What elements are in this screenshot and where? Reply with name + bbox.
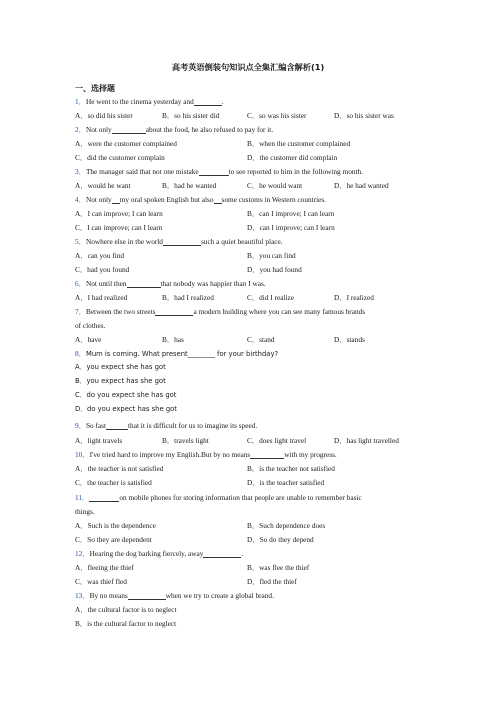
q12-option-a: A．fleeing the thief [75, 563, 134, 572]
q5-option-c: C．had you found [75, 265, 130, 274]
q4-option-a: A．I can improve; I can learn [75, 209, 163, 218]
q4-option-c: C．I can improve; can I learn [75, 223, 163, 232]
question-6: 6．Not until then that nobody was happier than I was. [75, 279, 266, 288]
q2-option-b: B．when the customer complained [247, 139, 351, 148]
q8-option-d: D．do you expect has she got [75, 405, 177, 413]
q1-option-d: D．so his sister was [334, 111, 394, 120]
question-10: 10．I've tried hard to improve my English.But by no means with my progress. [75, 450, 337, 459]
q8-option-b: B．you expect has she got [75, 377, 166, 385]
q12-option-d: D．fled the thief [247, 577, 297, 586]
section-heading: 一、选择题 [75, 84, 115, 93]
q9-option-c: C．does light travel [247, 436, 307, 445]
q5-option-b: B．you can find [247, 251, 296, 260]
question-11: 11． on mobile phones for storing information that people are unable to remember basic [75, 493, 362, 502]
q3-option-b: B．had he wanted [162, 181, 217, 190]
question-1: 1．He went to the cinema yesterday and . [75, 97, 224, 106]
q6-option-d: D．I realized [334, 293, 374, 302]
question-9: 9．So fast that it is difficult for us to imagine its speed. [75, 421, 258, 430]
q7-option-d: D．stands [334, 335, 365, 344]
q10-option-a: A．the teacher is not satisfied [75, 464, 164, 473]
question-8: 8．Mum is coming. What present________ for your birthday? [75, 349, 279, 358]
question-2: 2．Not only about the food, he also refused to pay for it. [75, 125, 274, 134]
question-5: 5．Nowhere else in the world such a quiet beautiful place. [75, 237, 283, 246]
q3-option-c: C．he would want [247, 181, 303, 190]
question-7: 7．Between the two streets a modern building where you can see many famous brands [75, 307, 366, 316]
question-13: 13．By no means when we try to create a global brand. [75, 591, 274, 600]
q11-option-b: B．Such dependence does [247, 521, 326, 530]
q7-option-b: B．has [162, 335, 184, 344]
q9-option-d: D．has light travelled [334, 436, 399, 445]
question-4: 4．Not only my oral spoken English but also some customs in Western countries. [75, 195, 327, 204]
q11-option-c: C．So they are dependent [75, 535, 152, 544]
q1-option-a: A．so did his sister [75, 111, 133, 120]
q1-option-c: C．so was his sister [247, 111, 307, 120]
q11-option-a: A．Such is the dependence [75, 521, 156, 530]
q2-option-d: D．the customer did complain [247, 153, 338, 162]
q6-option-b: B．had I realized [162, 293, 214, 302]
q13-option-b: B．is the cultural factor to neglect [75, 619, 177, 628]
q10-option-d: D．is the teacher satisfied [247, 478, 325, 487]
q12-option-b: B．was flee the thief [247, 563, 310, 572]
q13-option-a: A．the cultural factor is to neglect [75, 605, 177, 614]
q10-option-c: C．the teacher is satisfied [75, 478, 152, 487]
q6-option-a: A．I had realized [75, 293, 128, 302]
question-12: 12．Hearing the dog barking fiercely, away . [75, 549, 244, 558]
question-11-continued: things. [75, 507, 95, 516]
q2-option-c: C．did the customer complain [75, 153, 165, 162]
q10-option-b: B．is the teacher not satisfied [247, 464, 335, 473]
q2-option-a: A．were the customer complained [75, 139, 177, 148]
q11-option-d: D．So do they depend [247, 535, 314, 544]
q7-option-a: A．have [75, 335, 102, 344]
question-3: 3．The manager said that not one mistake to see reported to him in the following month. [75, 167, 363, 176]
q6-option-c: C．did I realize [247, 293, 295, 302]
q8-option-a: A．you expect she has got [75, 363, 166, 371]
q4-option-d: D．can I improve; can I learn [247, 223, 335, 232]
page-title: 高考英语倒装句知识点全集汇编含解析(1) [171, 62, 325, 72]
q9-option-b: B．travels light [162, 436, 209, 445]
q12-option-c: C．was thief fled [75, 577, 127, 586]
q5-option-a: A．can you find [75, 251, 125, 260]
q5-option-d: D．you had found [247, 265, 302, 274]
q7-option-c: C．stand [247, 335, 275, 344]
q8-option-c: C．do you expect she has got [75, 391, 177, 399]
question-7-continued: of clothes. [75, 321, 106, 330]
q3-option-a: A．would he want [75, 181, 131, 190]
q3-option-d: D．he had wanted [334, 181, 389, 190]
q9-option-a: A．light travels [75, 436, 123, 445]
q1-option-b: B．so his sister did [162, 111, 220, 120]
q4-option-b: B．can I improve; I can learn [247, 209, 335, 218]
